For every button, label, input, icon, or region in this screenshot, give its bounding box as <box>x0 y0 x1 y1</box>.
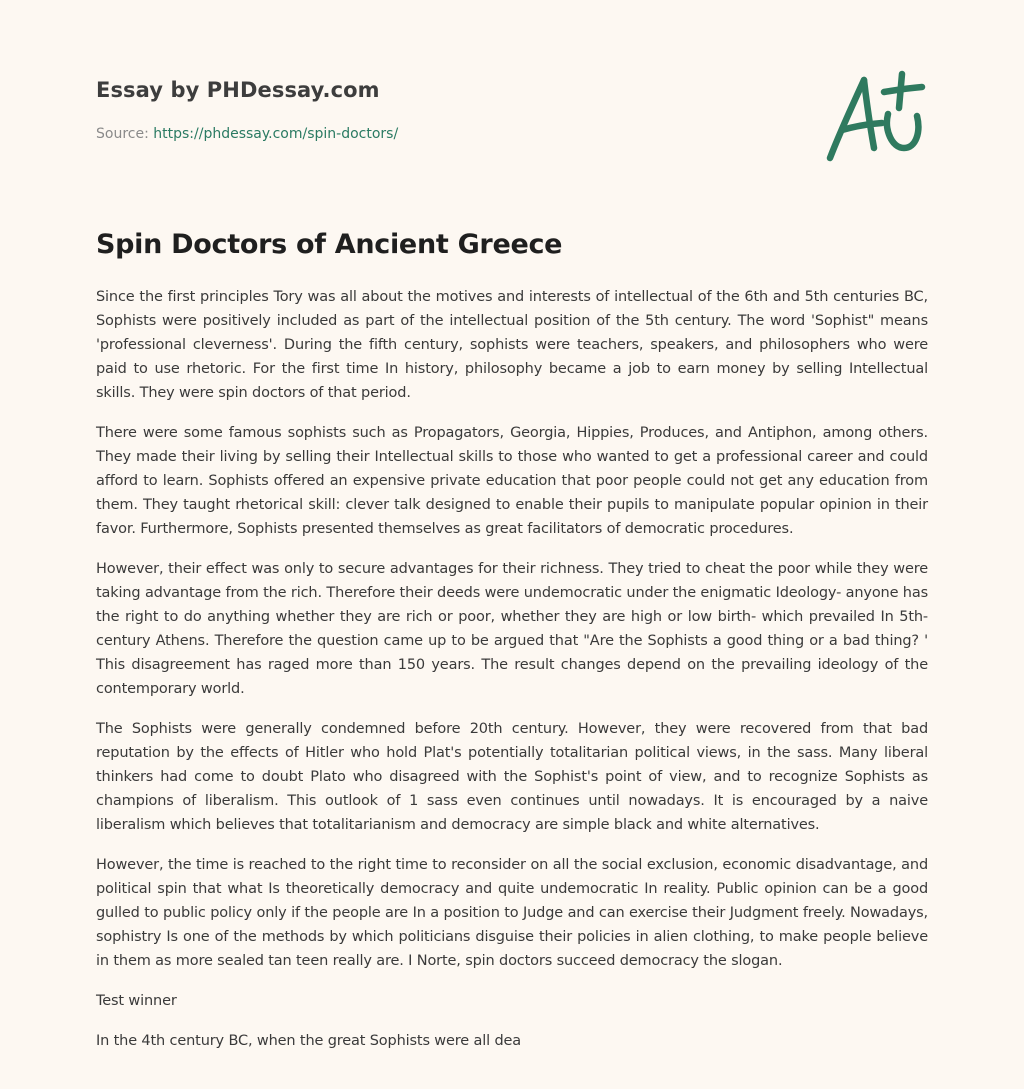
essay-paragraph: However, the time is reached to the right time to reconsider on all the social exclusion, economic disadvantage, and political spin that what Is theoretically democracy and quite undemocratic In reality. Public opinion can be a good gulled to public policy only if the people are In a position to Judge and can exercise their Judgment freely. Nowadays, sophistry Is one of the methods by which politicians disguise their policies in alien clothing, to make people believe in them as more sealed tan teen really are. I Norte, spin doctors succeed democracy the slogan. <box>96 857 928 969</box>
essay-paragraph: The Sophists were generally condemned before 20th century. However, they were recovered from that bad reputation by the effects of Hitler who hold Plat's potentially totalitarian political views, in the sass. Many liberal thinkers had come to doubt Plato who disagreed with the Sophist's point of view, and to recognize Sophists as champions of liberalism. This outlook of 1 sass even continues until nowadays. It is encouraged by a naive liberalism which believes that totalitarianism and democracy are simple black and white alternatives. <box>96 721 928 833</box>
essay-paragraph: In the 4th century BC, when the great Sophists were all dea <box>96 1033 522 1049</box>
a-plus-logo-icon <box>822 68 928 166</box>
page-header <box>96 76 928 144</box>
essay-subheading: Test winner <box>96 993 177 1009</box>
essay-paragraph: However, their effect was only to secure advantages for their richness. They tried to cheat the poor while they were taking advantage from the rich. Therefore their deeds were undemocratic under the enigmatic Ideology- anyone has the right to do anything whether they are rich or poor, whether they are high or low birth- which prevailed In 5th- century Athens. Therefore the question came up to be argued that "Are the Sophists a good thing or a bad thing? ' This disagreement has raged more than 150 years. The result changes depend on the prevailing ideology of the contemporary world. <box>96 561 928 697</box>
essay-paragraph: There were some famous sophists such as Propagators, Georgia, Hippies, Produces, and Antiphon, among others. They made their living by selling their Intellectual skills to those who wanted to get a professional career and could afford to learn. Sophists offered an expensive private education that poor people could not get any education from them. They taught rhetorical skill: clever talk designed to enable their pupils to manipulate popular opinion in their favor. Furthermore, Sophists presented themselves as great facilitators of democratic procedures. <box>96 425 928 537</box>
brand-title: Essay by PHDessay.com <box>96 78 380 102</box>
source-label: Source: <box>96 126 154 142</box>
essay-paragraph: Since the first principles Tory was all about the motives and interests of intellectual of the 6th and 5th centuries BC, Sophists were positively included as part of the intellectual position of the 5th century. The word 'Sophist" means 'professional cleverness'. During the fifth century, sophists were teachers, speakers, and philosophers who were paid to use rhetoric. For the first time In history, philosophy became a job to earn money by selling Intellectual skills. They were spin doctors of that period. <box>96 289 928 401</box>
source-link[interactable]: https://phdessay.com/spin-doctors/ <box>153 126 399 142</box>
essay-title: Spin Doctors of Ancient Greece <box>96 229 563 260</box>
essay-body <box>96 285 928 1069</box>
source-line <box>96 124 928 144</box>
